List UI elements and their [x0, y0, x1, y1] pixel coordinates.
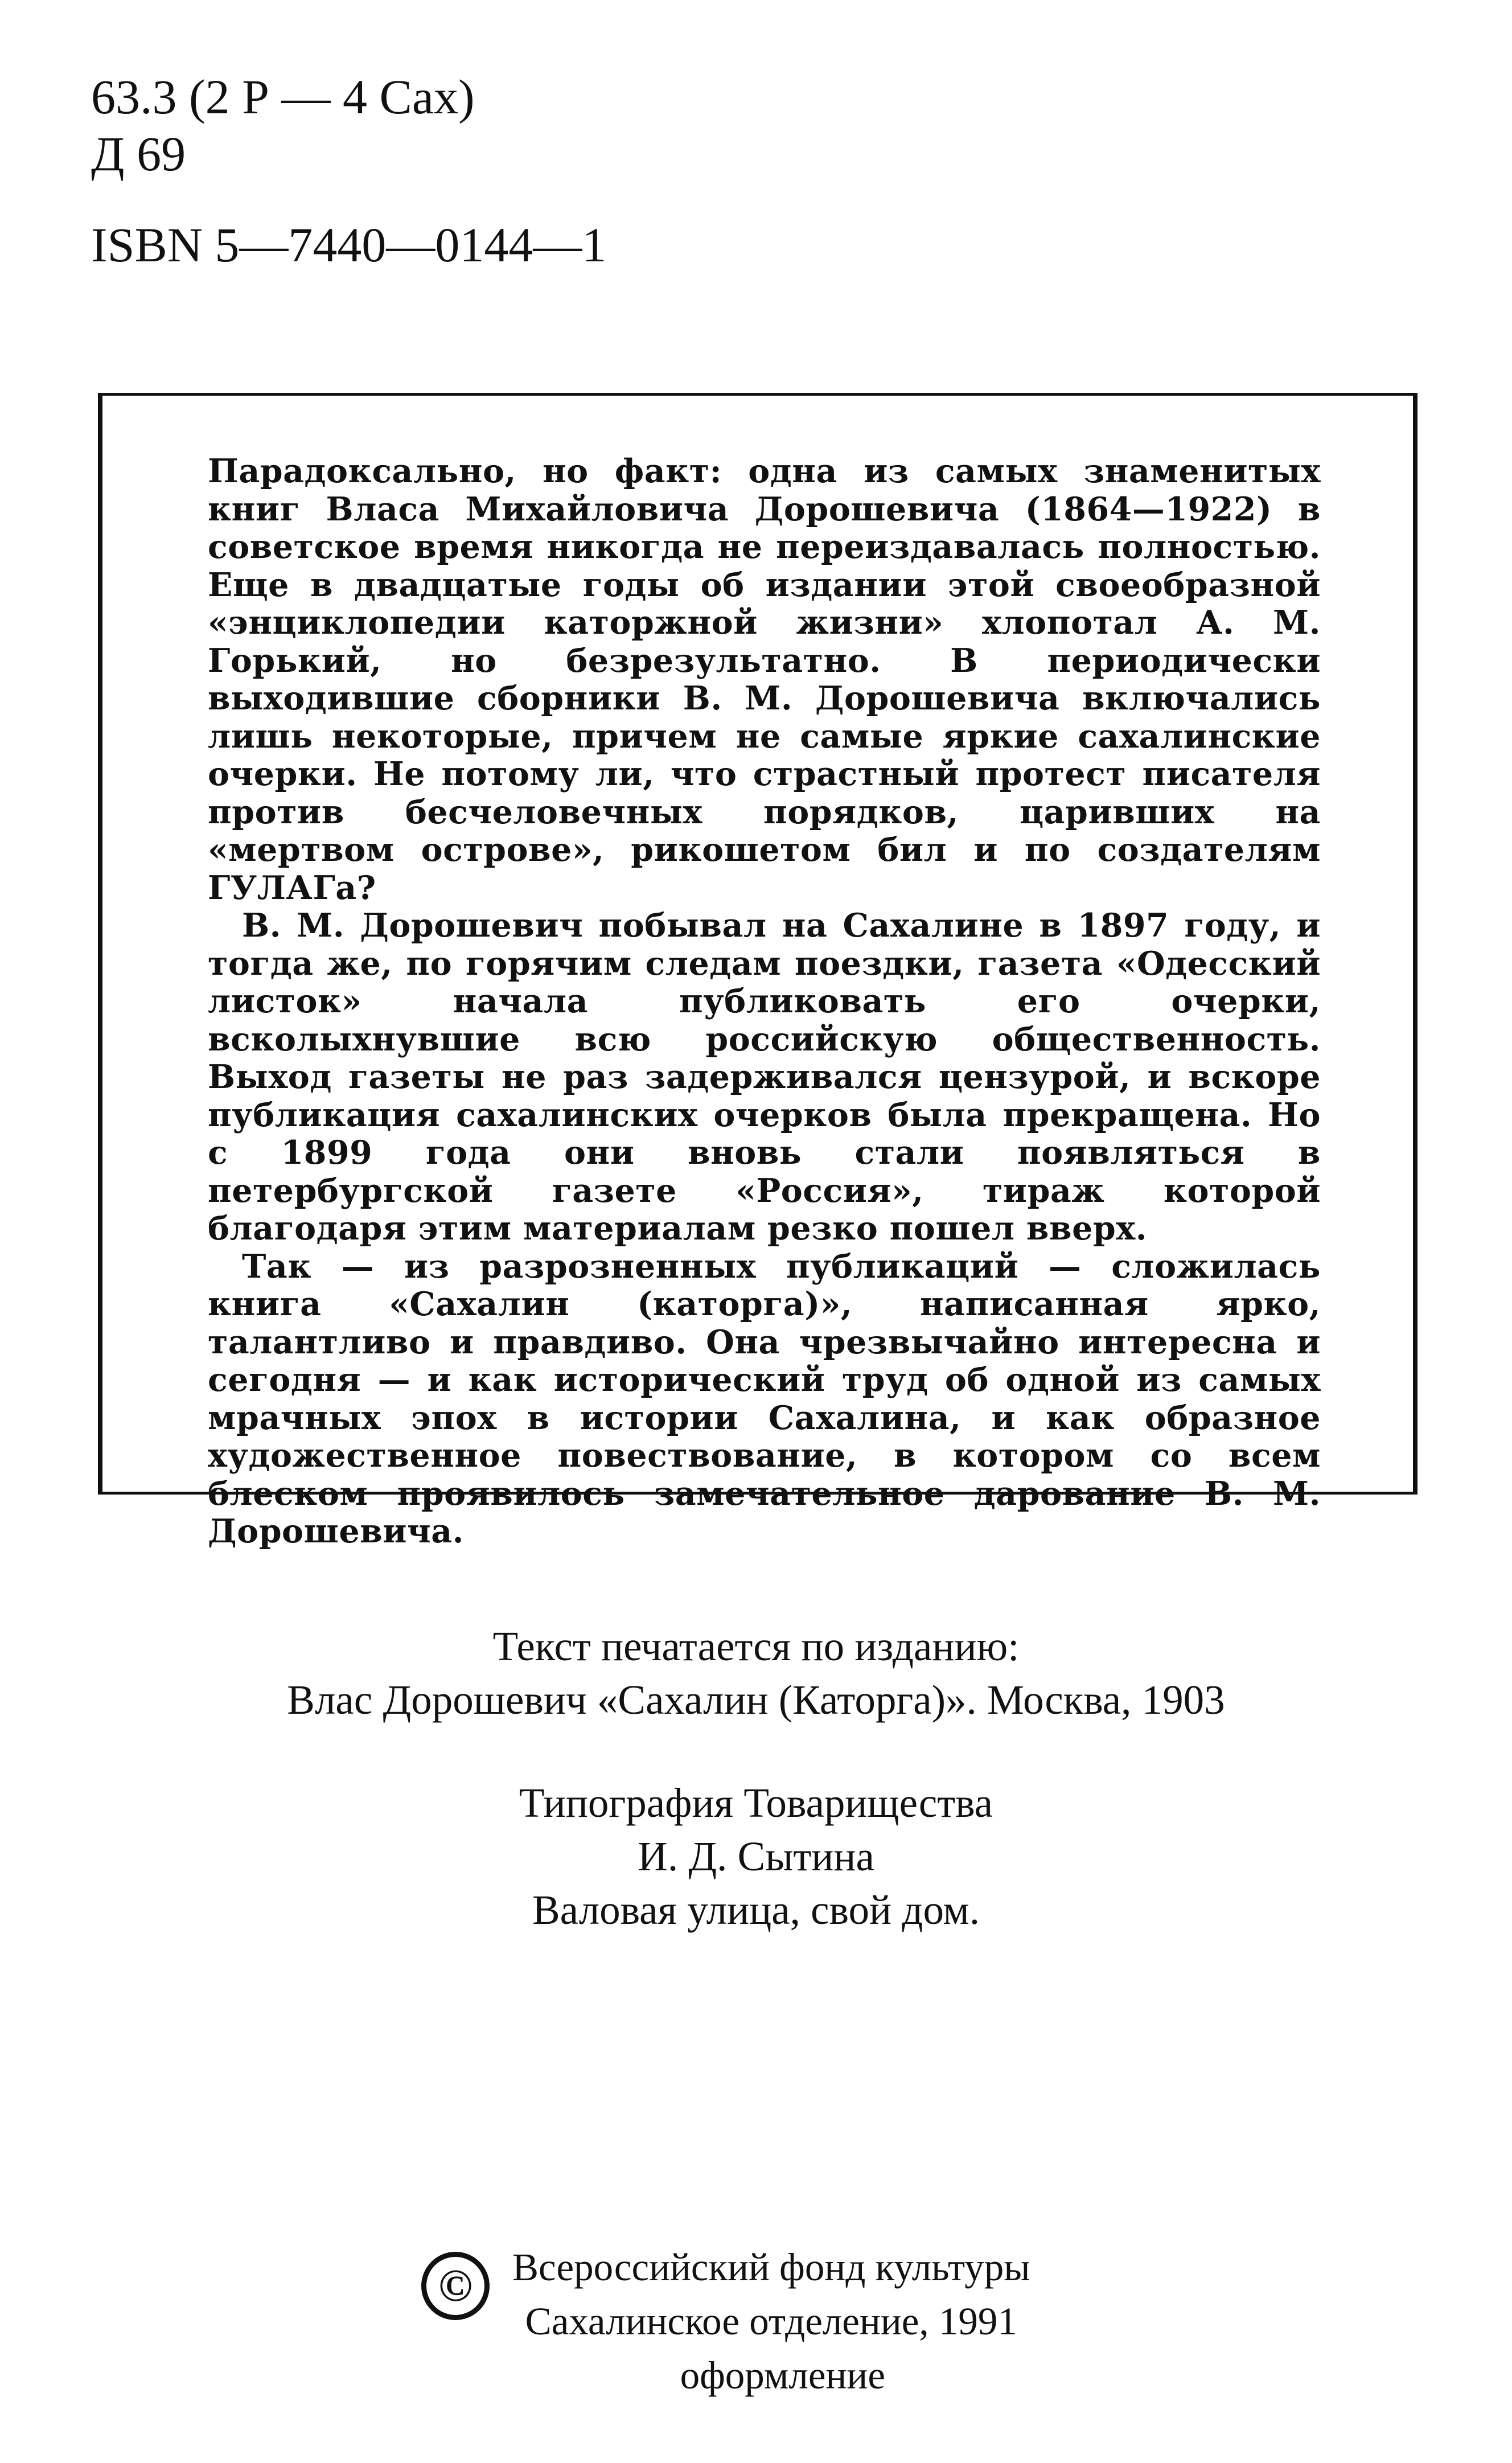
source-edition-note [0, 1620, 1512, 1727]
isbn: ISBN 5—7440—0144—1 [91, 217, 607, 272]
author-mark: Д 69 [91, 126, 186, 181]
abstract-frame [98, 393, 1418, 1550]
catalog-codes [91, 68, 606, 273]
abstract-paragraph: Парадоксально, но факт: одна из самых знаменитых книг Власа Михайловича Дорошевича (1864—1922) в советское время никогда не переиздавалась полностью. Еще в двадцатые годы об издании этой своеобразной «энциклопедии каторжной жизни» хлопотал А. М. Горький, но безрезультатно. В периодически выходившие сборники В. М. Дорошевича включались лишь некоторые, причем не самые яркие сахалинские очерки. Не потому ли, что страстный протест писателя против бесчеловечных порядков, царивших на «мертвом острове», рикошетом бил и по создателям ГУЛАГа? [208, 452, 1321, 907]
abstract-text [208, 453, 1321, 1551]
printer-line: Типография Товарищества [519, 1780, 993, 1826]
copyright-line: Сахалинское отделение, 1991 [525, 2300, 1017, 2343]
printer-note [0, 1776, 1512, 1937]
copyright-notice [421, 2240, 1030, 2403]
abstract-paragraph: В. М. Дорошевич побывал на Сахалине в 1897 году, и тогда же, по горячим следам поездки, газета «Одесский листок» начала публиковать его очерки, всколыхнувшие всю российскую общественность. Выход газеты не раз задерживался цензурой, и вскоре публикация сахалинских очерков была прекращена. Но с 1899 года они вновь стали появляться в петербургской газете «Россия», тираж которой благодаря этим материалам резко пошел вверх. [208, 906, 1321, 1247]
copyright-icon: © [421, 2252, 490, 2320]
classification-code: 63.3 (2 Р — 4 Сах) [91, 69, 475, 124]
source-note-line: Текст печатается по изданию: [492, 1623, 1020, 1669]
copyright-line: оформление [680, 2354, 885, 2397]
printer-line: И. Д. Сытина [638, 1833, 874, 1879]
printer-line: Валовая улица, свой дом. [532, 1887, 980, 1933]
source-note-line: Влас Дорошевич «Сахалин (Каторга)». Москва, 1903 [287, 1677, 1225, 1723]
copyright-line: Всероссийский фонд культуры [512, 2246, 1030, 2289]
abstract-paragraph: Так — из разрозненных публикаций — сложилась книга «Сахалин (каторга)», написанная ярко, талантливо и правдиво. Она чрезвычайно интересна и сегодня — и как исторический труд об одной из самых мрачных эпох в истории Сахалина, и как образное художественное повествование, в котором со всем блеском проявилось замечательное дарование В. М. Дорошевича. [208, 1247, 1321, 1550]
